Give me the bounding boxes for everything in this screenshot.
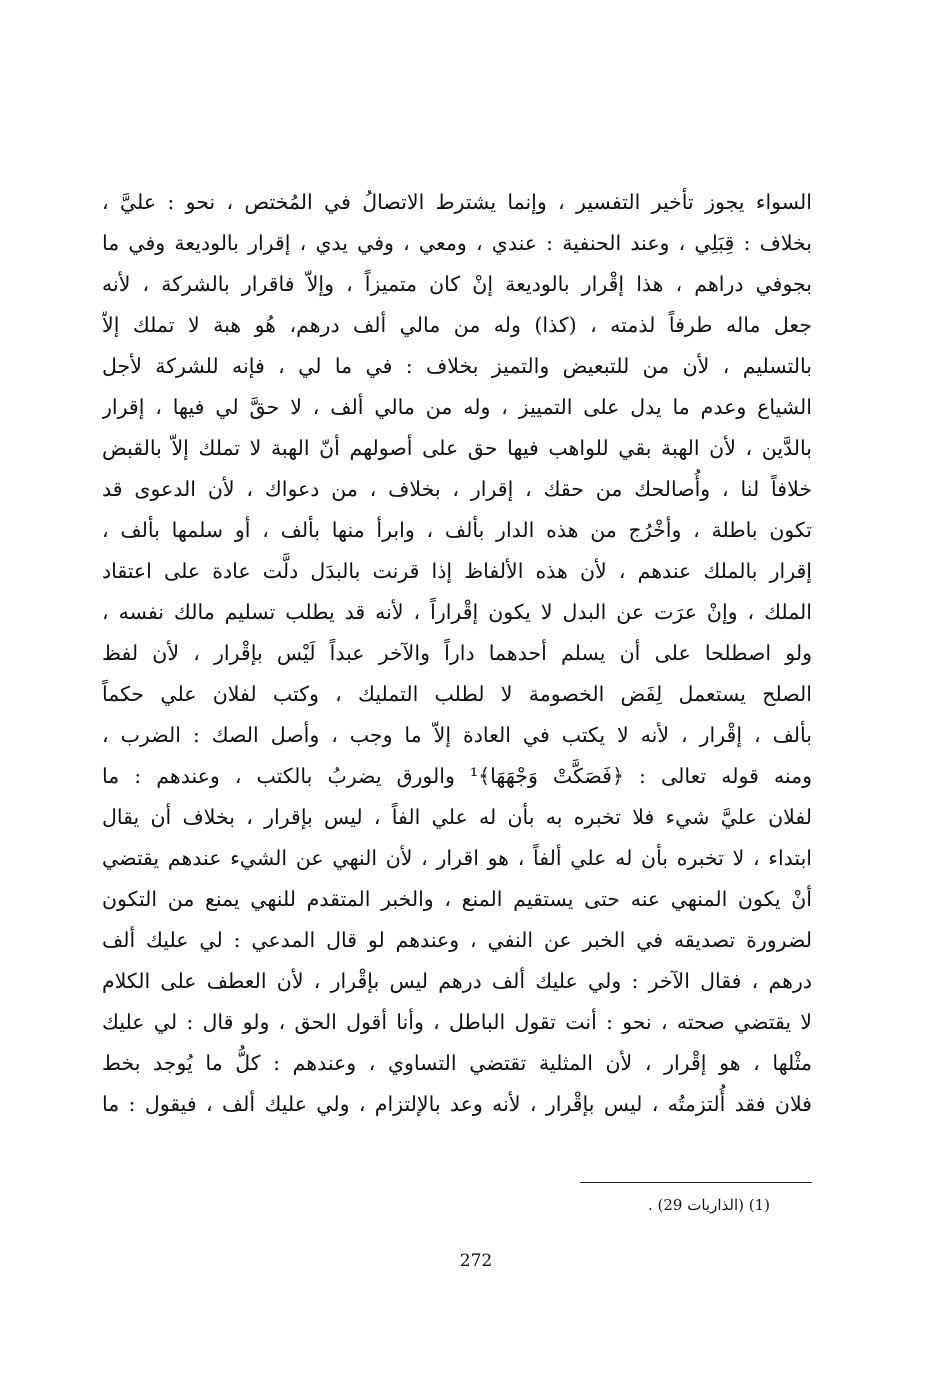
text-line: بالدَّين ، لأن الهبة بقي للواهب فيها حق على أصولهم أنّ الهبة لا تملك إلاّ بالقبض [102,436,812,460]
text-line: بخلاف : قِبَلِي ، وعند الحنفية : عندي ، ومعي ، وفي يدي ، إقرار بالوديعة وفي ما [102,231,812,255]
text-line: الملك ، وإنْ عرَت عن البدل لا يكون إقْراراً ، لأنه قد يطلب تسليم مالك نفسه ، [102,600,812,624]
text-line: تكون باطلة ، وأخْرُج من هذه الدار بألف ، وابرأ منها بألف ، أو سلمها بألف ، [102,518,812,542]
text-line: أنْ يكون المنهي عنه حتى يستقيم المنع ، والخبر المتقدم للنهي يمنع من التكون [102,887,812,911]
text-line: الشياع وعدم ما يدل على التمييز ، وله من مالي ألف ، لا حقَّ لي فيها ، إقرار [102,395,812,419]
text-line: فلان فقد أُلتزمتُه ، ليس بإقْرار ، لأنه وعد بالإلتزام ، ولي عليك ألف ، فيقول : ما [102,1092,812,1116]
text-line: خلافاً لنا ، وأُصالحك من حقك ، إقرار ، بخلاف ، من دعواك ، لأن الدعوى قد [102,477,812,501]
main-text [102,182,812,1125]
text-line: الصلح يستعمل لِفَض الخصومة لا لطلب التمليك ، وكتب لفلان علي حكماً [102,682,812,706]
footnote: (1) (الذاريات 29) . [647,1196,770,1214]
text-line: ومنه قوله تعالى : ﴿فَصَكَّتْ وَجْهَهَا﴾¹ والورق يضربُ بالكتب ، وعندهم : ما [102,764,812,788]
text-line: بجوفي دراهم ، هذا إقْرار بالوديعة إنْ كان متميزاً ، وإلاّ فاقرار بالشركة ، لأنه [102,272,812,296]
text-line: بالتسليم ، لأن من للتبعيض والتميز بخلاف : في ما لي ، فإنه للشركة لأجل [102,354,812,378]
text-line: مثْلها ، هو إقْرار ، لأن المثلية تقتضي التساوي ، وعندهم : كلُّ ما يُوجد بخط [102,1051,812,1075]
text-line: جعل ماله طرفاً لذمته ، (كذا) وله من مالي ألف درهم، هُو هبة لا تملك إلاّ [102,313,812,337]
text-line: إقرار بالملك عندهم ، لأن هذه الألفاظ إذا قرنت بالبدَل دلَّت عادة على اعتقاد [102,559,812,583]
footnote-divider [580,1182,812,1183]
text-line: السواء يجوز تأخير التفسير ، وإنما يشترط الاتصالُ في المُختص ، نحو : عليَّ ، [102,190,812,214]
text-line: لفلان عليَّ شيء فلا تخبره به بأن له علي الفاً ، ليس بإقرار ، بخلاف أن يقال [102,805,812,829]
text-line: لضرورة تصديقه في الخبر عن النفي ، وعندهم لو قال المدعي : لي عليك ألف [102,928,812,952]
text-line: درهم ، فقال الآخر : ولي عليك ألف درهم ليس بإقْرار ، لأن العطف على الكلام [102,969,812,993]
text-line: ابتداء ، لا تخبره بأن له علي ألفاً ، هو اقرار ، لأن النهي عن الشيء عندهم يقتضي [102,846,812,870]
text-line: ولو اصطلحا على أن يسلم أحدهما داراً والآخر عبداً لَيْس بإقْرار ، لأن لفظ [102,641,812,665]
text-line: لا يقتضي صحته ، نحو : أنت تقول الباطل ، وأنا أقول الحق ، ولو قال : لي عليك [102,1010,812,1034]
page-number: 272 [459,1251,493,1271]
text-line: بألف ، إقْرار ، لأنه لا يكتب في العادة إلاّ ما وجب ، وأصل الصك : الضرب ، [102,723,812,747]
